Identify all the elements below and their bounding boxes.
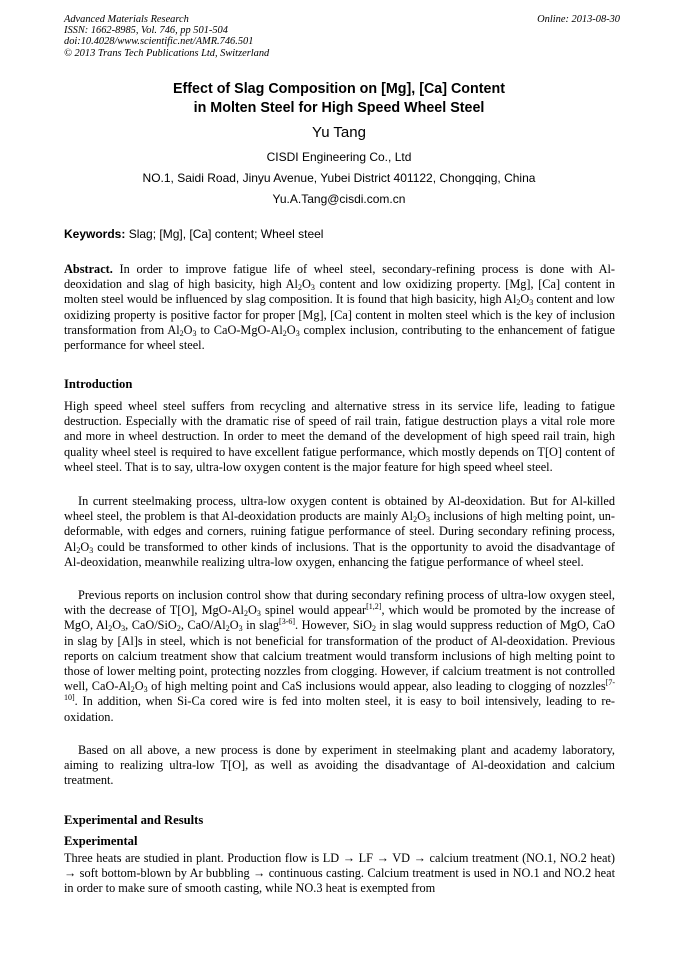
- subscript: 3: [295, 328, 300, 338]
- keywords-label: Keywords:: [64, 227, 126, 241]
- subscript: 3: [238, 624, 243, 634]
- intro-text: inclusions of high melting point, un-deformable, with edges and corners, ruining fatigue performance of steel. During secondary refining process, Al: [64, 509, 616, 554]
- affiliation: CISDI Engineering Co., Ltd: [266, 150, 412, 164]
- subscript: 2: [243, 609, 248, 619]
- abstract-text: complex inclusion, contributing to the enhancement of fatigue performance for wheel steel.: [64, 322, 615, 353]
- section-heading-experimental-results: Experimental and Results: [64, 813, 204, 827]
- abstract-text: O: [301, 277, 311, 292]
- subscript: 2: [108, 624, 113, 634]
- abstract-paragraph: [64, 262, 615, 353]
- experimental-paragraph: Three heats are studied in plant. Production flow is LD → LF → VD → calcium treatment (NO.1, NO.2 heat) → soft bottom-blown by Ar bubbling → continuous casting. Calcium treatment is used in NO.1 and NO.2 heat in order to make sure of smooth casting, while NO.3 heat is exempted from: [64, 851, 615, 896]
- subscript: 2: [282, 328, 287, 338]
- intro-text: O: [417, 509, 426, 524]
- author-name: Yu Tang: [312, 124, 366, 141]
- intro-text: O: [80, 539, 90, 554]
- intro-text: spinel would appear: [264, 603, 367, 618]
- intro-text: Previous reports on inclusion control show that during secondary refining process of ultra-low oxygen steel, with the decrease of T[O], MgO-Al: [64, 588, 615, 618]
- intro-text: in slag would suppress reduction of MgO, CaO in slag by [Al]s in steel, which is not beneficial for transformation of the product of Al-deoxidation. Previous reports on calcium treatment show that calcium treatment would transform inclusions of high melting point to those of lower melting point, protecting nozzles from clogging. However, if calcium treatment is not controlled well, CaO-Al: [64, 618, 616, 694]
- subscript: 2: [179, 328, 184, 338]
- abstract-text: In order to improve fatigue life of wheel steel, secondary-refining process is done with Al-deoxidation and slag of high basicity, high Al: [64, 262, 615, 292]
- subscript: 2: [176, 624, 181, 634]
- intro-text: In current steelmaking process, ultra-low oxygen content is obtained by Al-deoxidation. But for Al-killed wheel steel, the problem is that Al-deoxidation products are mainly Al: [64, 494, 615, 524]
- subsection-heading-experimental: Experimental: [64, 834, 138, 848]
- subscript: 3: [256, 609, 261, 619]
- citation-ref: [7-10]: [64, 678, 615, 703]
- subscript: 2: [516, 298, 521, 308]
- citation-ref: [1,2]: [366, 602, 382, 612]
- citation-ref: [3-6]: [279, 617, 296, 627]
- subscript: 2: [76, 545, 81, 555]
- title-line-2: in Molten Steel for High Speed Wheel Steel: [193, 100, 485, 116]
- intro-text: O: [134, 679, 144, 694]
- intro-text: of high melting point and CaS inclusions would appear, also leading to clogging of nozzles: [151, 679, 606, 694]
- intro-paragraph-4: Based on all above, a new process is done by experiment in steelmaking plant and academy laboratory, aiming to realizing ultra-low T[O], as well as avoiding the disadvantage of Al-deoxidation and calcium treatment.: [64, 743, 615, 788]
- keywords: [64, 227, 620, 241]
- journal-header: [64, 14, 620, 59]
- intro-text: in slag: [246, 618, 280, 633]
- paper-title: [0, 80, 678, 118]
- online-date: Online: 2013-08-30: [537, 14, 620, 25]
- abstract-text: O: [183, 322, 193, 337]
- abstract-text: to CaO-MgO-Al: [200, 322, 283, 337]
- abstract-text: content and low oxidizing property is positive factor for proper [Mg], [Ca] content in molten steel which is the key of inclusion transformation from Al: [64, 292, 616, 337]
- address: NO.1, Saidi Road, Jinyu Avenue, Yubei District 401122, Chongqing, China: [142, 171, 536, 185]
- title-line-1: Effect of Slag Composition on [Mg], [Ca] Content: [173, 81, 505, 97]
- copyright-line: © 2013 Trans Tech Publications Ltd, Switzerland: [64, 47, 270, 59]
- abstract-text: content and low oxidizing property. [Mg], [Ca] content in molten steel would be influenced by slag composition. It is found that high basicity, high Al: [64, 277, 616, 307]
- intro-text: O: [112, 618, 122, 633]
- issn-line: ISSN: 1662-8985, Vol. 746, pp 501-504: [64, 25, 228, 37]
- subscript: 2: [225, 624, 230, 634]
- intro-text: O: [229, 618, 239, 633]
- doi-line: doi:10.4028/www.scientific.net/AMR.746.501: [64, 36, 254, 48]
- subscript: 2: [413, 515, 418, 525]
- subscript: 3: [89, 545, 94, 555]
- intro-paragraph-2: [64, 494, 615, 570]
- subscript: 3: [529, 298, 534, 308]
- section-heading-introduction: Introduction: [64, 377, 133, 391]
- intro-text: . However, SiO: [295, 618, 372, 633]
- subscript: 2: [130, 685, 135, 695]
- subscript: 2: [297, 283, 302, 293]
- subscript: 2: [371, 624, 376, 634]
- intro-paragraph-3: [64, 588, 615, 725]
- subscript: 3: [143, 685, 148, 695]
- intro-text: O: [247, 603, 257, 618]
- intro-text: , CaO/SiO: [125, 618, 177, 633]
- intro-text: . In addition, when Si-Ca cored wire is fed into molten steel, it is easy to boil intensively, leading to re-oxidation.: [64, 694, 615, 724]
- abstract-label: Abstract.: [64, 262, 113, 276]
- journal-name: Advanced Materials Research: [64, 14, 189, 25]
- subscript: 3: [425, 515, 430, 525]
- keywords-text: Slag; [Mg], [Ca] content; Wheel steel: [128, 227, 324, 241]
- email: Yu.A.Tang@cisdi.com.cn: [272, 192, 406, 206]
- abstract-text: O: [520, 292, 530, 307]
- intro-text: could be transformed to other kinds of inclusions. That is the opportunity to avoid the disadvantage of Al-deoxidation, meanwhile realizing ultra-low oxygen, enhancing the fatigue performance of wheel steel.: [64, 539, 615, 569]
- intro-text: , CaO/Al: [180, 618, 226, 633]
- abstract-text: O: [286, 322, 296, 337]
- subscript: 3: [192, 328, 197, 338]
- subscript: 3: [121, 624, 126, 634]
- intro-paragraph-1: High speed wheel steel suffers from recycling and alternative stress in its service life, leading to fatigue destruction. Especially with the dramatic rise of speed of rail train, fatigue destruction plays a vital role more and more in wheel destruction. In order to meet the demand of the development of high speed rail train, high quality wheel steel is required to have excellent fatigue performance, which mostly depends on T[O] content of wheel steel. That is to say, ultra-low oxygen content is the major feature for high speed wheel steel.: [64, 399, 615, 474]
- subscript: 3: [310, 283, 315, 293]
- intro-text: , which would be promoted by the increase of MgO, Al: [64, 603, 616, 633]
